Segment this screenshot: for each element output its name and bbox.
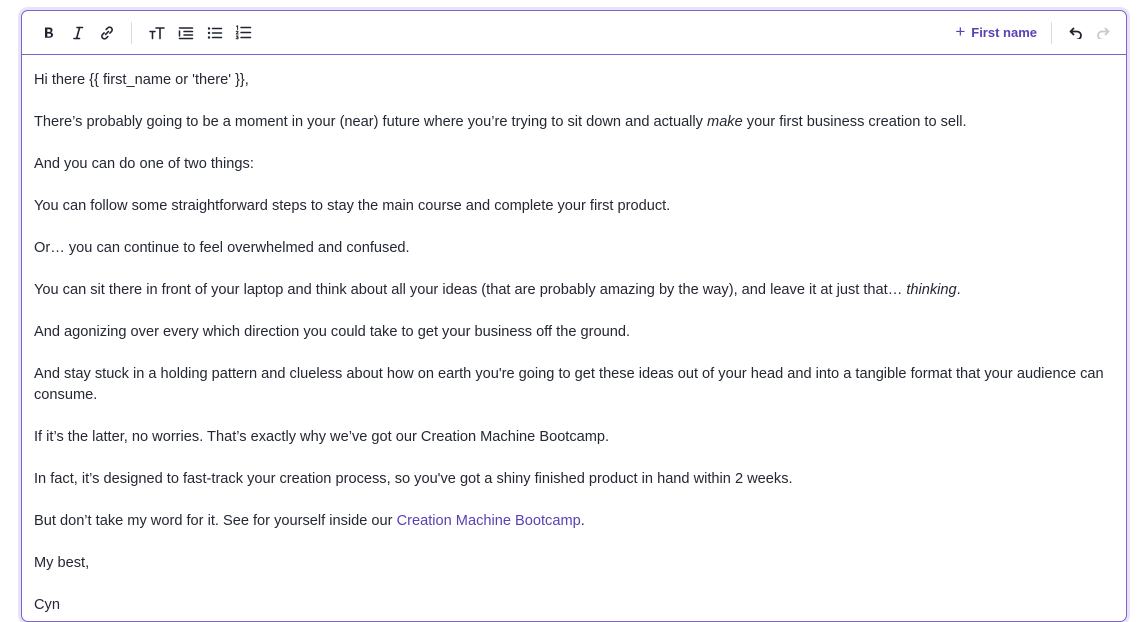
paragraph: And you can do one of two things: [34,156,254,172]
editor-toolbar [22,11,1126,55]
bullet-list-button[interactable] [200,19,229,47]
paragraph: And agonizing over every which direction you could take to get your business off the ground. [34,324,631,340]
bullet-list-icon [207,26,223,40]
toolbar-divider [131,22,132,44]
plus-icon: + [955,22,966,41]
bold-icon [42,26,56,40]
numbered-list-button[interactable] [229,19,258,47]
italic-button[interactable] [63,19,92,47]
link-button[interactable] [92,19,121,47]
numbered-list-icon [235,25,252,40]
indent-icon [178,26,194,40]
redo-icon [1096,27,1110,39]
paragraph: If it’s the latter, no worries. That’s exactly why we’ve got our Creation Machine Bootcamp. [34,429,610,445]
paragraph: And stay stuck in a holding pattern and clueless about how on earth you're going to get these ideas out of your head and into a tangible format that your audience can consume. [34,366,1104,403]
bootcamp-link[interactable]: Creation Machine Bootcamp [396,513,581,529]
email-body[interactable] [22,55,1126,616]
text-size-icon [149,26,165,40]
paragraph: There’s probably going to be a moment in your (near) future where you’re trying to sit down and actually make your first business creation to sell. [34,114,967,130]
insert-first-name-button[interactable] [949,22,1043,41]
email-editor [21,10,1127,622]
text-size-button[interactable] [142,19,171,47]
link-icon [99,25,115,41]
redo-button[interactable] [1089,19,1116,47]
sign-off: My best, [34,555,90,571]
paragraph: You can follow some straightforward steps to stay the main course and complete your first product. [34,198,671,214]
italic-icon [71,26,85,40]
paragraph: But don’t take my word for it. See for yourself inside our Creation Machine Bootcamp. [34,513,585,529]
paragraph: In fact, it’s designed to fast-track your creation process, so you've got a shiny finished product in hand within 2 weeks. [34,471,793,487]
indent-button[interactable] [171,19,200,47]
greeting: Hi there {{ first_name or 'there' }}, [34,72,249,88]
paragraph: Or… you can continue to feel overwhelmed and confused. [34,240,410,256]
signature: Cyn [34,597,60,613]
undo-icon [1069,27,1083,39]
toolbar-divider [1051,22,1052,44]
insert-first-name-label: First name [971,25,1037,40]
paragraph: You can sit there in front of your laptop and think about all your ideas (that are probably amazing by the way), and leave it at just that… thinking. [34,282,961,298]
undo-button[interactable] [1062,19,1089,47]
bold-button[interactable] [34,19,63,47]
